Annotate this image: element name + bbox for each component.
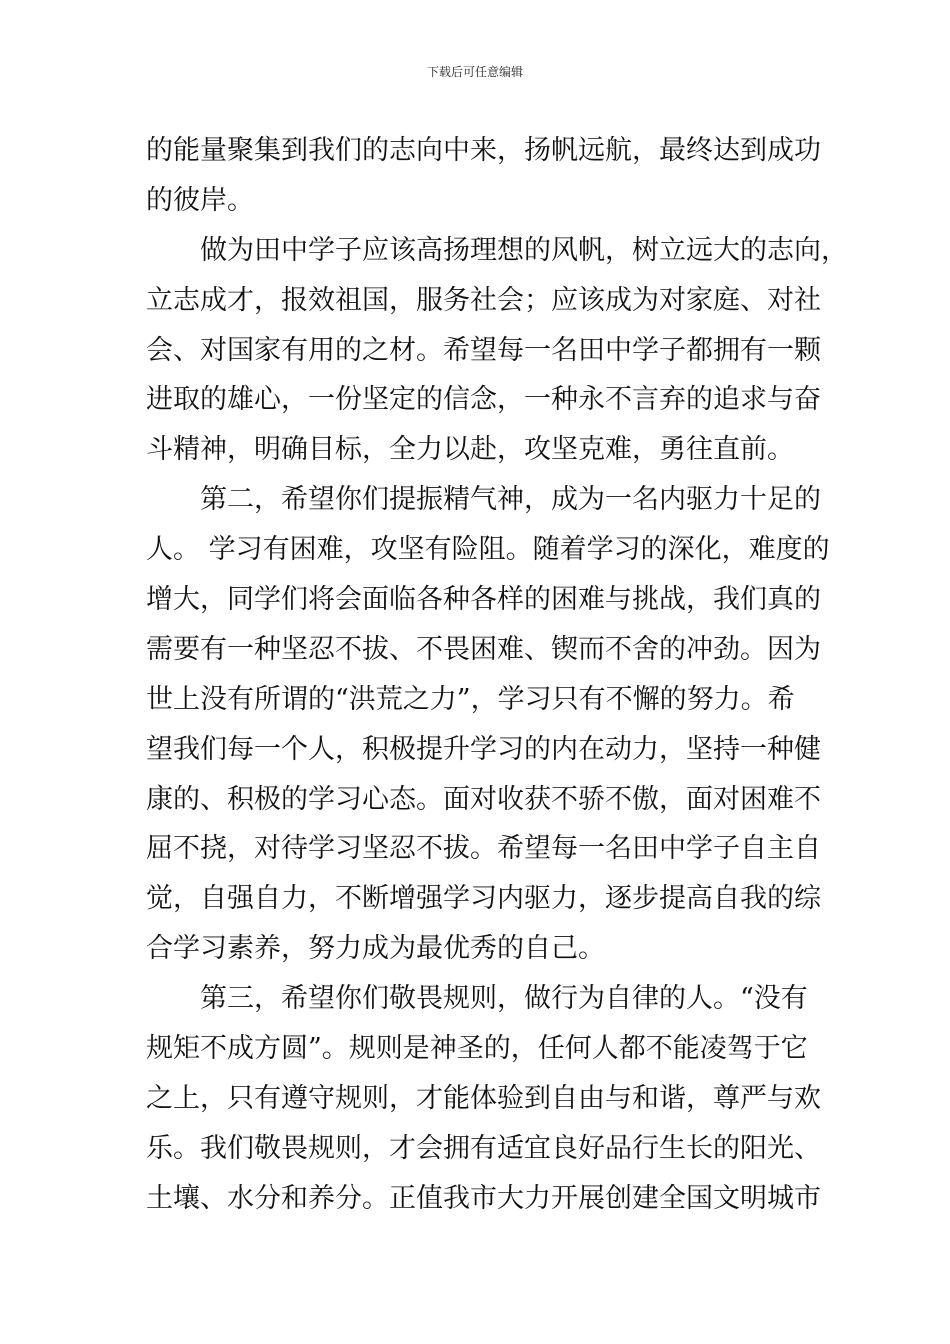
text-line: 增大，同学们将会面临各种各样的困难与挑战，我们真的 [146, 584, 821, 616]
text-line: 立志成才，报效祖国，服务社会；应该成为对家庭、对社 [146, 284, 821, 316]
text-line: 第三，希望你们敬畏规则，做行为自律的人。“没有 [146, 983, 808, 1015]
text-line: 第二，希望你们提振精气神，成为一名内驱力十足的 [146, 484, 821, 516]
text-line: 觉，自强自力，不断增强学习内驱力，逐步提高自我的综 [146, 883, 821, 915]
text-line: 土壤、水分和养分。正值我市大力开展创建全国文明城市 [146, 1182, 821, 1214]
text-line: 屈不挠，对待学习坚忍不拔。希望每一名田中学子自主自 [146, 833, 821, 865]
text-line: 需要有一种坚忍不拔、不畏困难、锲而不舍的冲劲。因为 [146, 633, 821, 665]
text-line: 世上没有所谓的“洪荒之力”，学习只有不懈的努力。希 [146, 683, 795, 715]
text-line: 斗精神，明确目标，全力以赴，攻坚克难，勇往直前。 [146, 434, 794, 466]
text-line: 的彼岸。 [146, 184, 254, 216]
text-line: 康的、积极的学习心态。面对收获不骄不傲，面对困难不 [146, 783, 821, 815]
text-line: 会、对国家有用的之材。希望每一名田中学子都拥有一颗 [146, 334, 821, 366]
text-line: 望我们每一个人，积极提升学习的内在动力，坚持一种健 [146, 733, 821, 765]
text-line: 做为田中学子应该高扬理想的风帆，树立远大的志向， [146, 234, 848, 266]
text-line: 规矩不成方圆”。规则是神圣的，任何人都不能凌驾于它 [146, 1033, 808, 1065]
text-line: 合学习素养，努力成为最优秀的自己。 [146, 933, 605, 965]
page-header-note: 下载后可任意编辑 [426, 65, 523, 79]
text-line: 进取的雄心，一份坚定的信念，一种永不言弃的追求与奋 [146, 384, 821, 416]
text-line: 的能量聚集到我们的志向中来，扬帆远航，最终达到成功 [146, 135, 821, 166]
document-body [146, 126, 848, 1224]
text-line: 乐。我们敬畏规则，才会拥有适宜良好品行生长的阳光、 [146, 1132, 821, 1164]
text-line: 人。 学习有困难，攻坚有险阻。随着学习的深化，难度的 [146, 534, 830, 566]
text-line: 之上，只有遵守规则，才能体验到自由与和谐，尊严与欢 [146, 1082, 821, 1114]
